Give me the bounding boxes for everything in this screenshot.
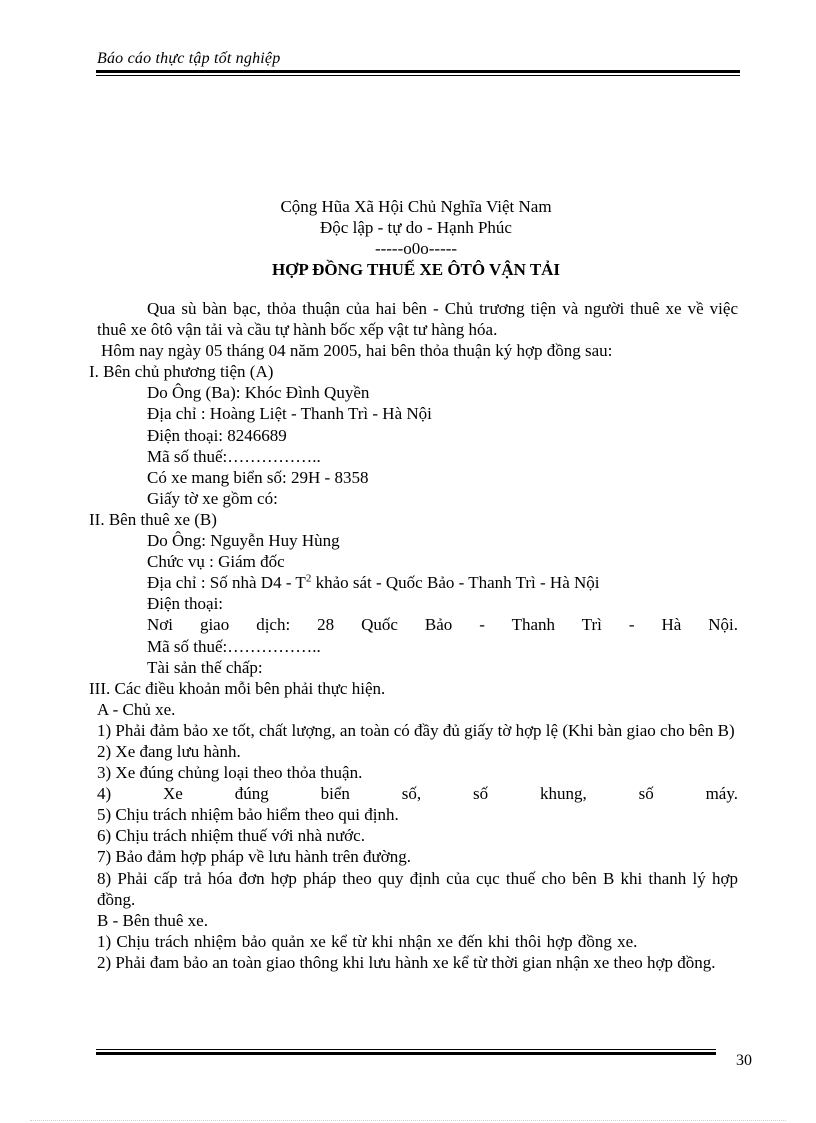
contract-title: HỢP ĐỒNG THUẾ XE ÔTÔ VẬN TẢI	[271, 260, 561, 279]
party-b-tax-code: Mã số thuế:……………..	[147, 636, 321, 656]
party-a-address: Địa chỉ : Hoàng Liệt - Thanh Trì - Hà Nội	[147, 404, 432, 424]
page-number: 30	[736, 1052, 752, 1069]
party-b-address-text-rest: khảo sát - Quốc Bảo - Thanh Trì - Hà Nội	[311, 573, 600, 593]
party-b-transaction-place: Nơi giao dịch: 28 Quốc Bảo - Thanh Trì - Hà Nội.	[147, 615, 738, 635]
party-b-representative: Do Ông: Nguyễn Huy Hùng	[147, 531, 340, 551]
party-b-heading: II. Bên thuê xe (B)	[89, 509, 217, 529]
running-header: Báo cáo thực tập tốt nghiệp	[97, 50, 281, 67]
header-rule-thick	[96, 70, 740, 73]
terms-a-item: 2) Xe đang lưu hành.	[97, 741, 241, 761]
document-body	[89, 298, 738, 973]
terms-a-item: 5) Chịu trách nhiệm bảo hiểm theo qui định.	[97, 805, 399, 825]
intro-paragraph: Qua sù bàn bạc, thỏa thuận của hai bên - Chủ trương tiện và người thuê xe về việc thuê xe ôtô vận tải và cầu tự hành bốc xếp vật tư hàng hóa.	[97, 299, 738, 340]
page-bottom-dotted-divider	[30, 1120, 786, 1121]
party-b-position: Chức vụ : Giám đốc	[147, 552, 285, 572]
terms-a-item: 4) Xe đúng biển số, số khung, số máy.	[97, 784, 738, 804]
terms-a-item: 3) Xe đúng chủng loại theo thỏa thuận.	[97, 763, 363, 783]
party-b-address-text: Địa chỉ : Số nhà D4 - T	[147, 573, 306, 593]
party-a-heading: I. Bên chủ phương tiện (A)	[89, 362, 274, 382]
terms-heading: III. Các điều khoản mỗi bên phải thực hiện.	[89, 678, 386, 698]
header-rule-thin	[96, 75, 740, 76]
terms-a-item: 7) Bảo đảm hợp pháp về lưu hành trên đường.	[97, 847, 412, 867]
intro-date-line: Hôm nay ngày 05 tháng 04 năm 2005, hai bên thỏa thuận ký hợp đồng sau:	[101, 341, 613, 361]
terms-a-item: 1) Phải đảm bảo xe tốt, chất lượng, an toàn có đầy đủ giấy tờ hợp lệ (Khi bàn giao cho bên B)	[97, 720, 735, 740]
national-motto-separator: -----o0o-----	[374, 239, 458, 258]
party-a-representative: Do Ông (Ba): Khóc Đình Quyền	[147, 383, 370, 403]
terms-b-heading: B - Bên thuê xe.	[97, 910, 208, 930]
terms-b-item: 1) Chịu trách nhiệm bảo quản xe kể từ khi nhận xe đến khi thôi hợp đồng xe.	[97, 931, 638, 951]
party-b-address	[97, 572, 738, 593]
party-a-phone: Điện thoại: 8246689	[147, 425, 287, 445]
party-b-address-superscript: 2	[305, 572, 312, 585]
national-heading	[90, 196, 742, 280]
footer-rule-thick	[96, 1052, 716, 1055]
party-a-plate: Có xe mang biển số: 29H - 8358	[147, 467, 369, 487]
national-motto-line1: Cộng Hũa Xã Hội Chủ Nghĩa Việt Nam	[280, 197, 552, 216]
footer-rule-thin	[96, 1049, 716, 1050]
party-b-phone: Điện thoại:	[147, 594, 224, 614]
terms-a-item: 8) Phải cấp trả hóa đơn hợp pháp theo quy định của cục thuế cho bên B khi thanh lý hợp đồng.	[97, 868, 738, 909]
party-b-collateral: Tài sản thế chấp:	[147, 657, 263, 677]
terms-a-item: 6) Chịu trách nhiệm thuế với nhà nước.	[97, 826, 365, 846]
party-a-papers: Giấy tờ xe gồm có:	[147, 488, 278, 508]
terms-a-heading: A - Chủ xe.	[97, 699, 176, 719]
terms-b-item: 2) Phải đam bảo an toàn giao thông khi lưu hành xe kể từ thời gian nhận xe theo hợp đồng.	[97, 952, 716, 972]
national-motto-line2: Độc lập - tự do - Hạnh Phúc	[320, 218, 512, 237]
party-a-tax-code: Mã số thuế:……………..	[147, 446, 321, 466]
